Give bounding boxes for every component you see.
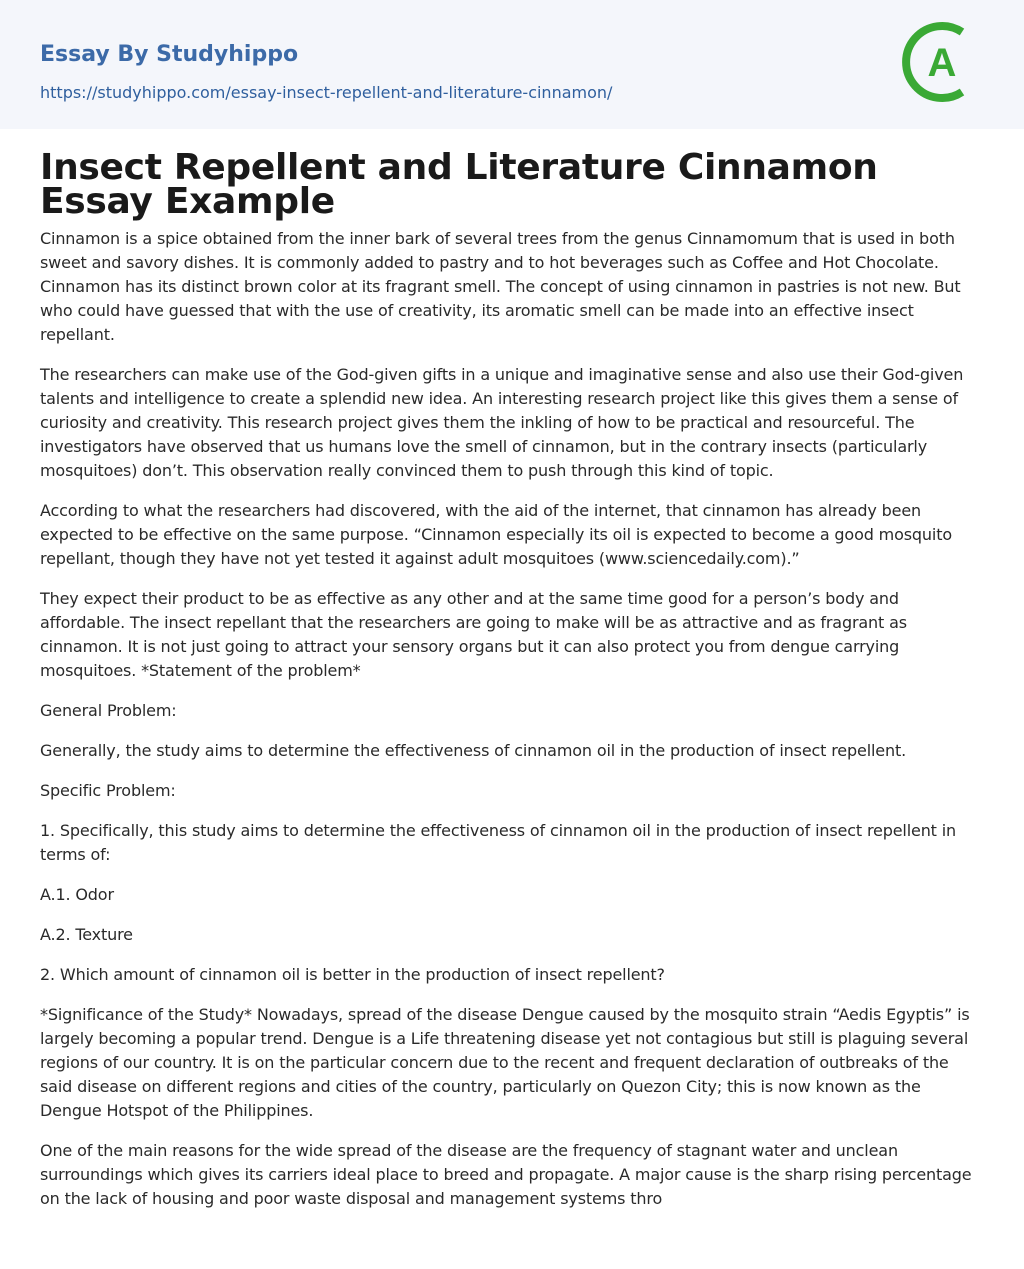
paragraph: Generally, the study aims to determine the effectiveness of cinnamon oil in the production of insect repellent. [40, 741, 907, 760]
article-content [0, 147, 1024, 1211]
paragraph: One of the main reasons for the wide spread of the disease are the frequency of stagnant water and unclean surroundings which gives its carriers ideal place to breed and propagate. A major cause is the sharp rising percentage on the lack of housing and poor waste disposal and management systems thro [40, 1141, 972, 1208]
paragraph: 1. Specifically, this study aims to determine the effectiveness of cinnamon oil in the production of insect repellent in terms of: [40, 821, 957, 864]
page-title: Insect Repellent and Literature Cinnamon Essay Example [40, 147, 878, 222]
paragraph: They expect their product to be as effective as any other and at the same time good for a person’s body and affordable. The insect repellant that the researchers are going to make will be as attractive and as fragrant as cinnamon. It is not just going to attract your sensory organs but it can also protect you from dengue carrying mosquitoes. *Statement of the problem* [40, 589, 907, 680]
paragraph: *Significance of the Study* Nowadays, spread of the disease Dengue caused by the mosquito strain “Aedis Egyptis” is largely becoming a popular trend. Dengue is a Life threatening disease yet not contagious but still is plaguing several regions of our country. It is on the particular concern due to the recent and frequent declaration of outbreaks of the said disease on different regions and cities of the country, particularly on Quezon City; this is now known as the Dengue Hotspot of the Philippines. [40, 1005, 970, 1120]
site-header [0, 0, 1024, 129]
paragraph: The researchers can make use of the God-given gifts in a unique and imaginative sense and also use their God-given talents and intelligence to create a splendid new idea. An interesting research project like this gives them a sense of curiosity and creativity. This research project gives them the inkling of how to be practical and resourceful. The investigators have observed that us humans love the smell of cinnamon, but in the contrary insects (particularly mosquitoes) don’t. This observation really convinced them to push through this kind of topic. [40, 365, 964, 480]
paragraph: Specific Problem: [40, 781, 176, 800]
paragraph: A.1. Odor [40, 885, 114, 904]
paragraph: Cinnamon is a spice obtained from the inner bark of several trees from the genus Cinnamomum that is used in both sweet and savory dishes. It is commonly added to pastry and to hot beverages such as Coffee and Hot Chocolate. Cinnamon has its distinct brown color at its fragrant smell. The concept of using cinnamon in pastries is not new. But who could have guessed that with the use of creativity, its aromatic smell can be made into an effective insect repellant. [40, 229, 961, 344]
logo-letter: A [927, 41, 957, 85]
paragraph: A.2. Texture [40, 925, 133, 944]
paragraph: 2. Which amount of cinnamon oil is better in the production of insect repellent? [40, 965, 665, 984]
essay-url-link[interactable]: https://studyhippo.com/essay-insect-repellent-and-literature-cinnamon/ [40, 83, 613, 102]
site-title[interactable]: Essay By Studyhippo [40, 42, 299, 67]
paragraph: General Problem: [40, 701, 177, 720]
studyhippo-logo-icon[interactable] [900, 20, 984, 104]
paragraph: According to what the researchers had discovered, with the aid of the internet, that cinnamon has already been expected to be effective on the same purpose. “Cinnamon especially its oil is expected to become a good mosquito repellant, though they have not yet tested it against adult mosquitoes (www.sciencedaily.com).” [40, 501, 952, 568]
